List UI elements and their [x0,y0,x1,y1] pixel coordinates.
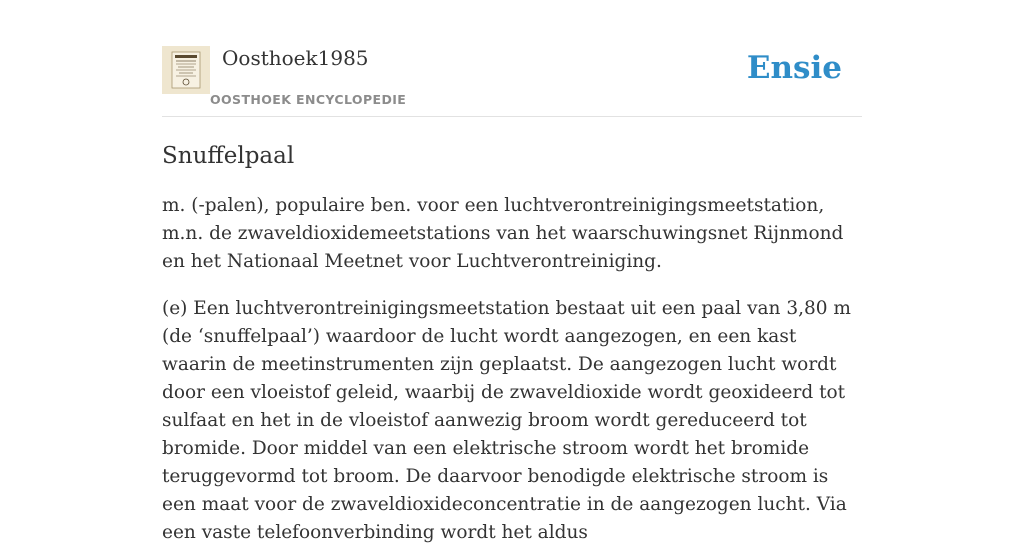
article-container [162,0,862,547]
author-avatar[interactable] [162,46,210,94]
source-label: OOSTHOEK ENCYCLOPEDIE [210,92,407,107]
article-title: Snuffelpaal [162,143,295,169]
author-name[interactable]: Oosthoek1985 [222,46,369,70]
book-cover-icon [162,46,210,94]
ensie-logo[interactable]: Ensie [746,50,842,86]
article-paragraph-1: m. (-palen), populaire ben. voor een luchtverontreinigingsmeetstation, m.n. de zwaveldioxidemeetstations van het waarschuwingsnet Rijnmond en het Nationaal Meetnet voor Luchtverontreiniging. [162,195,844,272]
article-header [162,0,862,117]
article-paragraph-2: (e) Een luchtverontreinigingsmeetstation bestaat uit een paal van 3,80 m (de ‘snuffelpaal’) waardoor de lucht wordt aangezogen, en een kast waarin de meetinstrumenten zijn geplaatst. De aangezogen lucht wordt door een vloeistof geleid, waarbij de zwaveldioxide wordt geoxideerd tot sulfaat en het in de vloeistof aanwezig broom wordt gereduceerd tot bromide. Door middel van een elektrische stroom wordt het bromide teruggevormd tot broom. De daarvoor benodigde elektrische stroom is een maat voor de zwaveldioxideconcentratie in de aangezogen lucht. Via een vaste telefoonverbinding wordt het aldus [162,298,851,543]
